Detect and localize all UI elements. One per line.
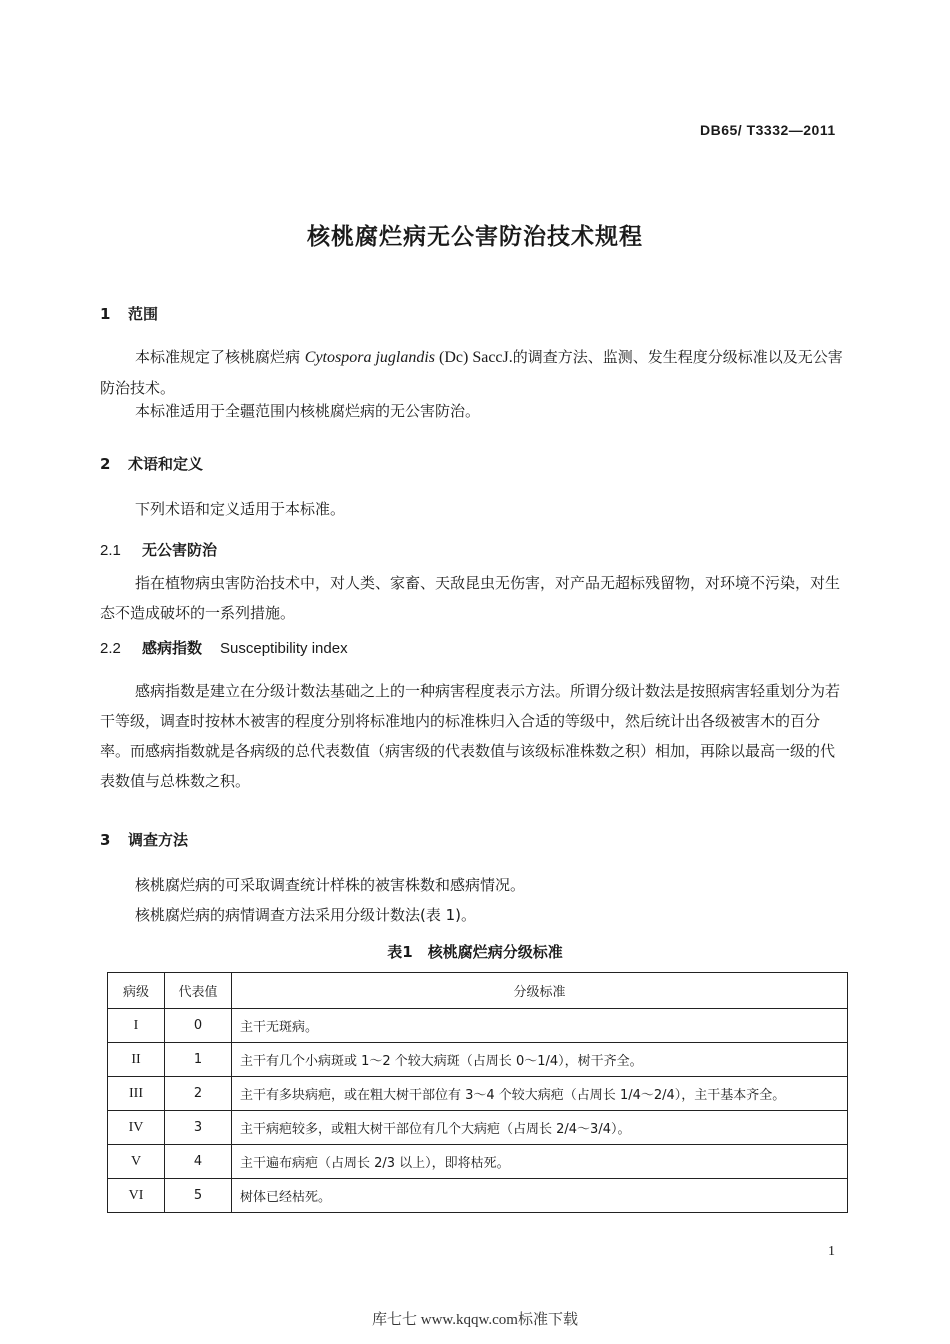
value-cell: 2: [165, 1077, 232, 1111]
section-title: 调查方法: [128, 831, 189, 849]
table-row: [108, 1111, 848, 1145]
table-row: [108, 1009, 848, 1043]
value-cell: 0: [165, 1009, 232, 1043]
grade-cell: V: [108, 1145, 165, 1179]
grade-cell: VI: [108, 1179, 165, 1213]
column-header: 分级标准: [232, 973, 848, 1009]
page-number: 1: [828, 1244, 835, 1259]
description-cell: 主干无斑病。: [232, 1009, 848, 1043]
latin-authority: (Dc) SaccJ.: [435, 349, 513, 366]
description-cell: 主干有多块病疤，或在粗大树干部位有 3～4 个较大病疤（占周长 1/4～2/4），主干基本齐全。: [232, 1077, 848, 1111]
section-1-paragraph-1: 本标准规定了核桃腐烂病 Cytospora juglandis (Dc) SaccJ.的调查方法、监测、发生程度分级标准以及无公害防治技术。: [100, 348, 843, 397]
column-header: 病级: [108, 973, 165, 1009]
latin-species-name: Cytospora juglandis: [304, 349, 436, 366]
grade-cell: I: [108, 1009, 165, 1043]
table-row: [108, 1179, 848, 1213]
grading-table: [107, 972, 848, 1213]
table-row: [108, 1077, 848, 1111]
section-title-english: Susceptibility index: [220, 640, 348, 657]
table-row: [108, 1043, 848, 1077]
section-2-2-paragraph: 感病指数是建立在分级计数法基础之上的一种病害程度表示方法。所谓分级计数法是按照病害轻重划分为若干等级，调查时按林木被害的程度分别将标准地内的标准株归入合适的等级中，然后统计出各级被害木的百分率。而感病指数就是各病级的总代表数值（病害级的代表数值与该级标准株数之积）相加，再除以最高一级的代表数值与总株数之积。: [100, 682, 841, 790]
section-3-paragraph-1: 核桃腐烂病的可采取调查统计样株的被害株数和感病情况。: [135, 876, 526, 894]
description-cell: 主干遍布病疤（占周长 2/3 以上），即将枯死。: [232, 1145, 848, 1179]
grade-cell: II: [108, 1043, 165, 1077]
section-2-2-heading: [100, 637, 348, 658]
section-title: 感病指数: [142, 639, 203, 657]
table-header-row: [108, 973, 848, 1009]
section-number: 2.1: [100, 542, 121, 559]
section-number: 3: [100, 831, 111, 849]
grade-cell: III: [108, 1077, 165, 1111]
description-cell: 主干有几个小病斑或 1～2 个较大病斑（占周长 0～1/4），树干齐全。: [232, 1043, 848, 1077]
section-title: 术语和定义: [128, 455, 204, 473]
section-3-paragraph-2: 核桃腐烂病的病情调查方法采用分级计数法(表 1)。: [135, 906, 477, 924]
grade-cell: IV: [108, 1111, 165, 1145]
section-1-heading: [100, 303, 158, 324]
section-title: 范围: [128, 305, 159, 323]
column-header: 代表值: [165, 973, 232, 1009]
value-cell: 5: [165, 1179, 232, 1213]
section-2-1-paragraph: 指在植物病虫害防治技术中，对人类、家畜、天敌昆虫无伤害，对产品无超标残留物，对环境不污染，对生态不造成破坏的一系列措施。: [100, 574, 841, 622]
section-number: 2.2: [100, 640, 121, 657]
table-row: [108, 1145, 848, 1179]
section-number: 2: [100, 455, 111, 473]
description-cell: 树体已经枯死。: [232, 1179, 848, 1213]
value-cell: 3: [165, 1111, 232, 1145]
download-footer: 库七七 www.kqqw.com标准下载: [372, 1312, 578, 1328]
document-title: 核桃腐烂病无公害防治技术规程: [307, 224, 643, 250]
value-cell: 4: [165, 1145, 232, 1179]
section-2-paragraph-1: 下列术语和定义适用于本标准。: [135, 500, 346, 518]
standard-code: DB65/ T3332—2011: [700, 122, 836, 138]
section-number: 1: [100, 305, 111, 323]
section-2-heading: [100, 453, 203, 474]
description-cell: 主干病疤较多，或粗大树干部位有几个大病疤（占周长 2/4～3/4）。: [232, 1111, 848, 1145]
table-caption: 表1 核桃腐烂病分级标准: [387, 943, 563, 961]
section-1-paragraph-2: 本标准适用于全疆范围内核桃腐烂病的无公害防治。: [135, 402, 481, 420]
section-3-heading: [100, 829, 188, 850]
value-cell: 1: [165, 1043, 232, 1077]
section-2-1-heading: [100, 539, 235, 560]
section-title: 无公害防治: [142, 541, 218, 559]
